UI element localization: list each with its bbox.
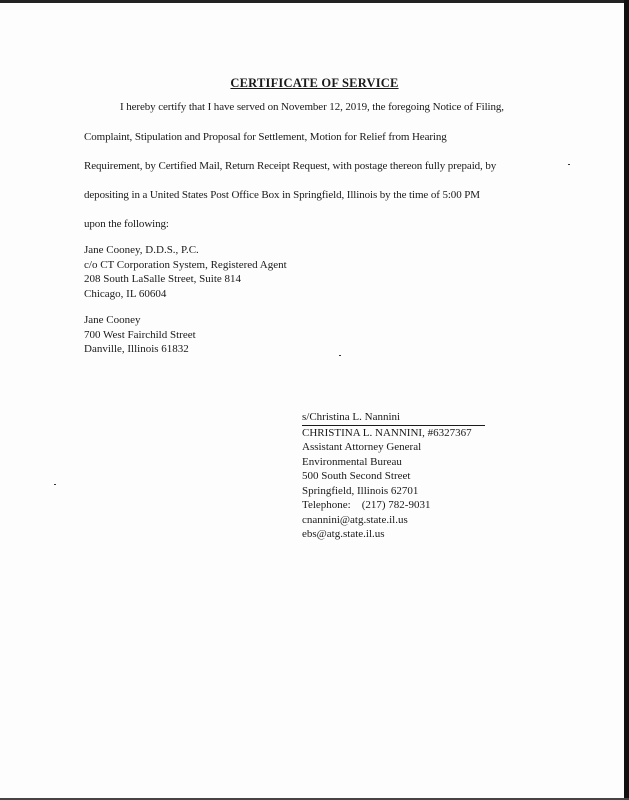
recipient-2-line: Danville, Illinois 61832: [84, 343, 189, 355]
signature-line: s/Christina L. Nannini: [302, 410, 485, 426]
recipient-address-1: [84, 243, 287, 301]
signature-block-line: Environmental Bureau: [302, 455, 402, 468]
recipient-1-line: c/o CT Corporation System, Registered Agent: [84, 258, 287, 271]
scan-speck: [54, 484, 56, 485]
signature-block-line: ebs@atg.state.il.us: [302, 528, 385, 540]
scan-speck: [339, 355, 341, 356]
body-line-2: Complaint, Stipulation and Proposal for Settlement, Motion for Relief from Hearing: [84, 131, 447, 143]
recipient-2-line: 700 West Fairchild Street: [84, 328, 196, 341]
recipient-2-line: Jane Cooney: [84, 314, 141, 326]
signature-block: [302, 410, 485, 542]
body-line-1: I hereby certify that I have served on November 12, 2019, the foregoing Notice of Filing,: [120, 101, 504, 113]
body-line-5: upon the following:: [84, 218, 169, 230]
body-line-4: depositing in a United States Post Office Box in Springfield, Illinois by the time of 5:00 PM: [84, 189, 480, 201]
signature-block-line: Assistant Attorney General: [302, 441, 422, 453]
signature-block-line: Telephone: (217) 782-9031: [302, 499, 431, 511]
signature-block-line: CHRISTINA L. NANNINI, #6327367: [302, 426, 472, 439]
scan-edge-top: [0, 0, 629, 3]
recipient-address-2: [84, 313, 196, 357]
signature-block-line: Springfield, Illinois 62701: [302, 484, 419, 497]
body-line-3: Requirement, by Certified Mail, Return Receipt Request, with postage thereon fully prepaid, by: [84, 160, 497, 172]
scan-speck: [568, 164, 570, 165]
recipient-1-line: Jane Cooney, D.D.S., P.C.: [84, 244, 199, 256]
signature-block-line: cnannini@atg.state.il.us: [302, 513, 408, 526]
recipient-1-line: Chicago, IL 60604: [84, 287, 167, 300]
scan-edge-right: [624, 0, 629, 800]
recipient-1-line: 208 South LaSalle Street, Suite 814: [84, 273, 242, 285]
document-title: CERTIFICATE OF SERVICE: [230, 76, 399, 90]
signature-block-line: 500 South Second Street: [302, 470, 411, 482]
